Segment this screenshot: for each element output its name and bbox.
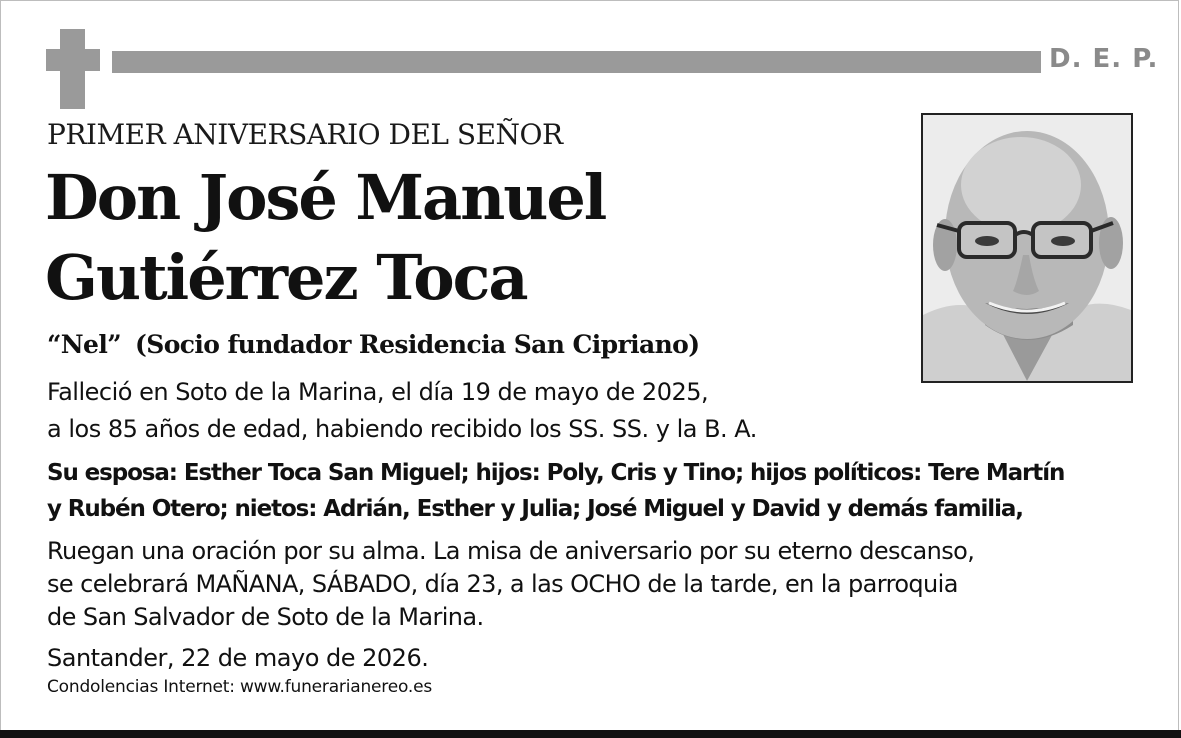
- portrait-photo: [921, 113, 1133, 383]
- deceased-name: [45, 158, 605, 318]
- death-line: Falleció en Soto de la Marina, el día 19 de mayo de 2025,: [47, 378, 709, 406]
- family-line: y Rubén Otero; nietos: Adrián, Esther y Julia; José Miguel y David y demás familia,: [47, 496, 1023, 522]
- family-list: [47, 455, 1064, 527]
- mass-announcement: [47, 535, 974, 634]
- mass-line: se celebrará MAÑANA, SÁBADO, día 23, a las OCHO de la tarde, en la parroquia: [47, 570, 958, 598]
- mass-line: Ruegan una oración por su alma. La misa de aniversario por su eterno descanso,: [47, 537, 975, 565]
- anniversary-heading: PRIMER ANIVERSARIO DEL SEÑOR: [47, 118, 563, 151]
- portrait-illustration: [923, 115, 1131, 381]
- bottom-rule: [0, 730, 1181, 738]
- nickname: “Nel”: [47, 330, 122, 359]
- nickname-line: [47, 330, 699, 359]
- place-date: Santander, 22 de mayo de 2026.: [47, 644, 429, 672]
- condolences-link[interactable]: Condolencias Internet: www.funerarianereo.es: [47, 677, 432, 697]
- dep-label: D. E. P.: [1049, 44, 1159, 74]
- header-rule: [112, 51, 1041, 73]
- name-line: Gutiérrez Toca: [45, 241, 527, 314]
- name-line: Don José Manuel: [45, 161, 606, 234]
- cross-icon: [46, 29, 100, 109]
- mass-line: de San Salvador de Soto de la Marina.: [47, 603, 484, 631]
- death-line: a los 85 años de edad, habiendo recibido los SS. SS. y la B. A.: [47, 415, 757, 443]
- death-details: [47, 374, 757, 448]
- founder-note: (Socio fundador Residencia San Cipriano): [135, 330, 700, 359]
- family-line: Su esposa: Esther Toca San Miguel; hijos: Poly, Cris y Tino; hijos políticos: Tere Martín: [47, 460, 1065, 486]
